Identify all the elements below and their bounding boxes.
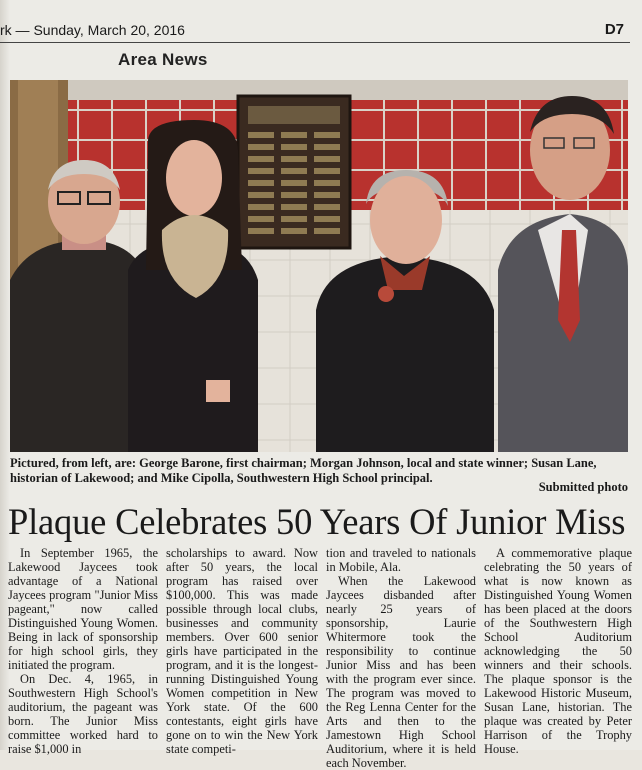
paragraph: A commemorative plaque celebrating the 50 years of what is now known as Distinguished Young Women has been placed at the doors of the Southwestern High School Auditorium acknowledging the 50 winners and their schools. The plaque sponsor is the Lakewood Historic Museum, Susan Lane, historian. The plaque was created by Peter Harrison of the Trophy House. <box>484 546 632 756</box>
article-column-4 <box>484 546 632 756</box>
photo-illustration <box>10 80 628 452</box>
news-photo <box>10 80 628 452</box>
photo-credit: Submitted photo <box>538 480 628 494</box>
paragraph: In September 1965, the Lakewood Jaycees took advantage of a National Jaycees program "Junior Miss pageant," now called Distinguished Young Women. Being in lack of sponsorship for high school girls, they initiated the program. <box>8 546 158 672</box>
section-label: Area News <box>118 50 208 69</box>
article-column-2 <box>166 546 318 756</box>
article-column-3 <box>326 546 476 770</box>
page-number: D7 <box>604 21 624 38</box>
article-column-1 <box>8 546 158 756</box>
dateline: rk — Sunday, March 20, 2016 <box>0 22 185 38</box>
photo-caption: Pictured, from left, are: George Barone, first chairman; Morgan Johnson, local and state winner; Susan Lane, historian of Lakewood; and Mike Cipolla, Southwestern High School principal. <box>10 456 597 485</box>
plaque <box>238 96 350 248</box>
paragraph: On Dec. 4, 1965, in Southwestern High School's auditorium, the pageant was born. The Junior Miss committee worked hard to raise $1,000 in <box>8 672 158 756</box>
paragraph: scholarships to award. Now after 50 years, the local program has raised over $100,000. This was made possible through local clubs, businesses and community members. Over 600 senior girls have participated in the program, and it is the longest-running Distinguished Young Women competition in New York state. Of the 600 contestants, eight girls have gone on to win the New York state competi- <box>166 546 318 756</box>
article-headline: Plaque Celebrates 50 Years Of Junior Miss <box>8 501 626 542</box>
paragraph: When the Lakewood Jaycees disbanded after nearly 25 years of sponsorship, Laurie Whitermore took the responsibility to continue Junior Miss and has been with the program ever since. The program was moved to the Reg Lenna Center for the Arts and then to the Jamestown High School Auditorium, where it is held each November. <box>326 574 476 770</box>
paragraph: tion and traveled to nationals in Mobile, Ala. <box>326 546 476 574</box>
page-header <box>0 20 630 43</box>
article-body <box>8 546 634 770</box>
